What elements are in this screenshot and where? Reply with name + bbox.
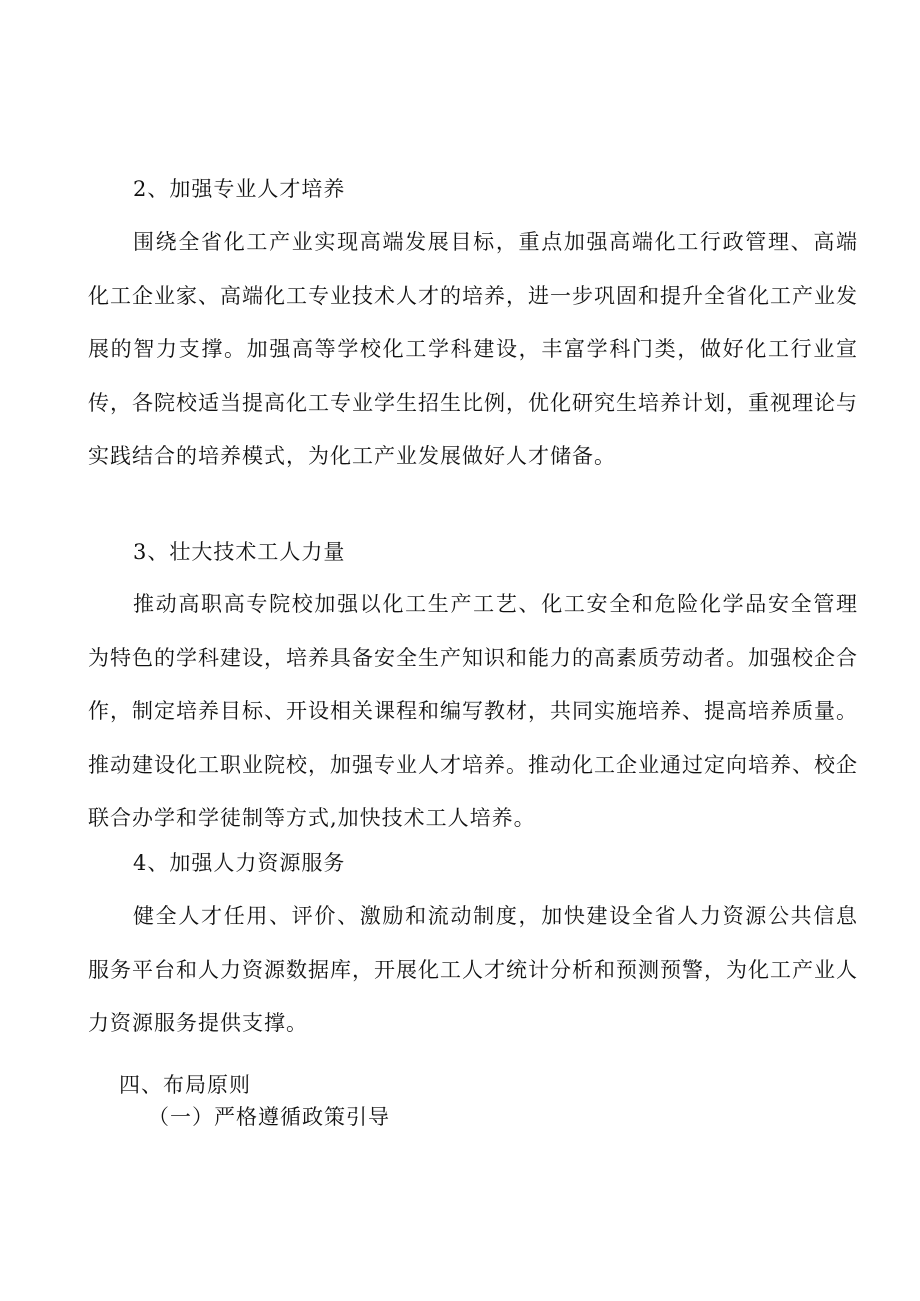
chapter-title: 四、布局原则	[119, 1073, 251, 1097]
subsection-title: （一）严格遵循政策引导	[148, 1105, 390, 1129]
section-heading-talent-training: 2、加强专业人才培养	[133, 177, 346, 201]
section-body-talent-training: 围绕全省化工产业实现高端发展目标，重点加强高端化工行政管理、高端化工企业家、高端化工专业技术人才的培养，进一步巩固和提升全省化工产业发展的智力支撑。加强高等学校化工学科建设，丰富学科门类，做好化工行业宣传，各院校适当提高化工专业学生招生比例，优化研究生培养计划，重视理论与实践结合的培养模式，为化工产业发展做好人才储备。	[88, 230, 858, 468]
section-heading-hr-services: 4、加强人力资源服务	[133, 851, 346, 875]
section-body-hr-services: 健全人才任用、评价、激励和流动制度，加快建设全省人力资源公共信息服务平台和人力资源数据库，开展化工人才统计分析和预测预警，为化工产业人力资源服务提供支撑。	[88, 904, 858, 1035]
section-heading-technical-workers: 3、壮大技术工人力量	[133, 540, 346, 564]
section-body-technical-workers: 推动高职高专院校加强以化工生产工艺、化工安全和危险化学品安全管理为特色的学科建设，培养具备安全生产知识和能力的高素质劳动者。加强校企合作，制定培养目标、开设相关课程和编写教材，共同实施培养、提高培养质量。推动建设化工职业院校，加强专业人才培养。推动化工企业通过定向培养、校企联合办学和学徒制等方式,加快技术工人培养。	[88, 592, 858, 830]
